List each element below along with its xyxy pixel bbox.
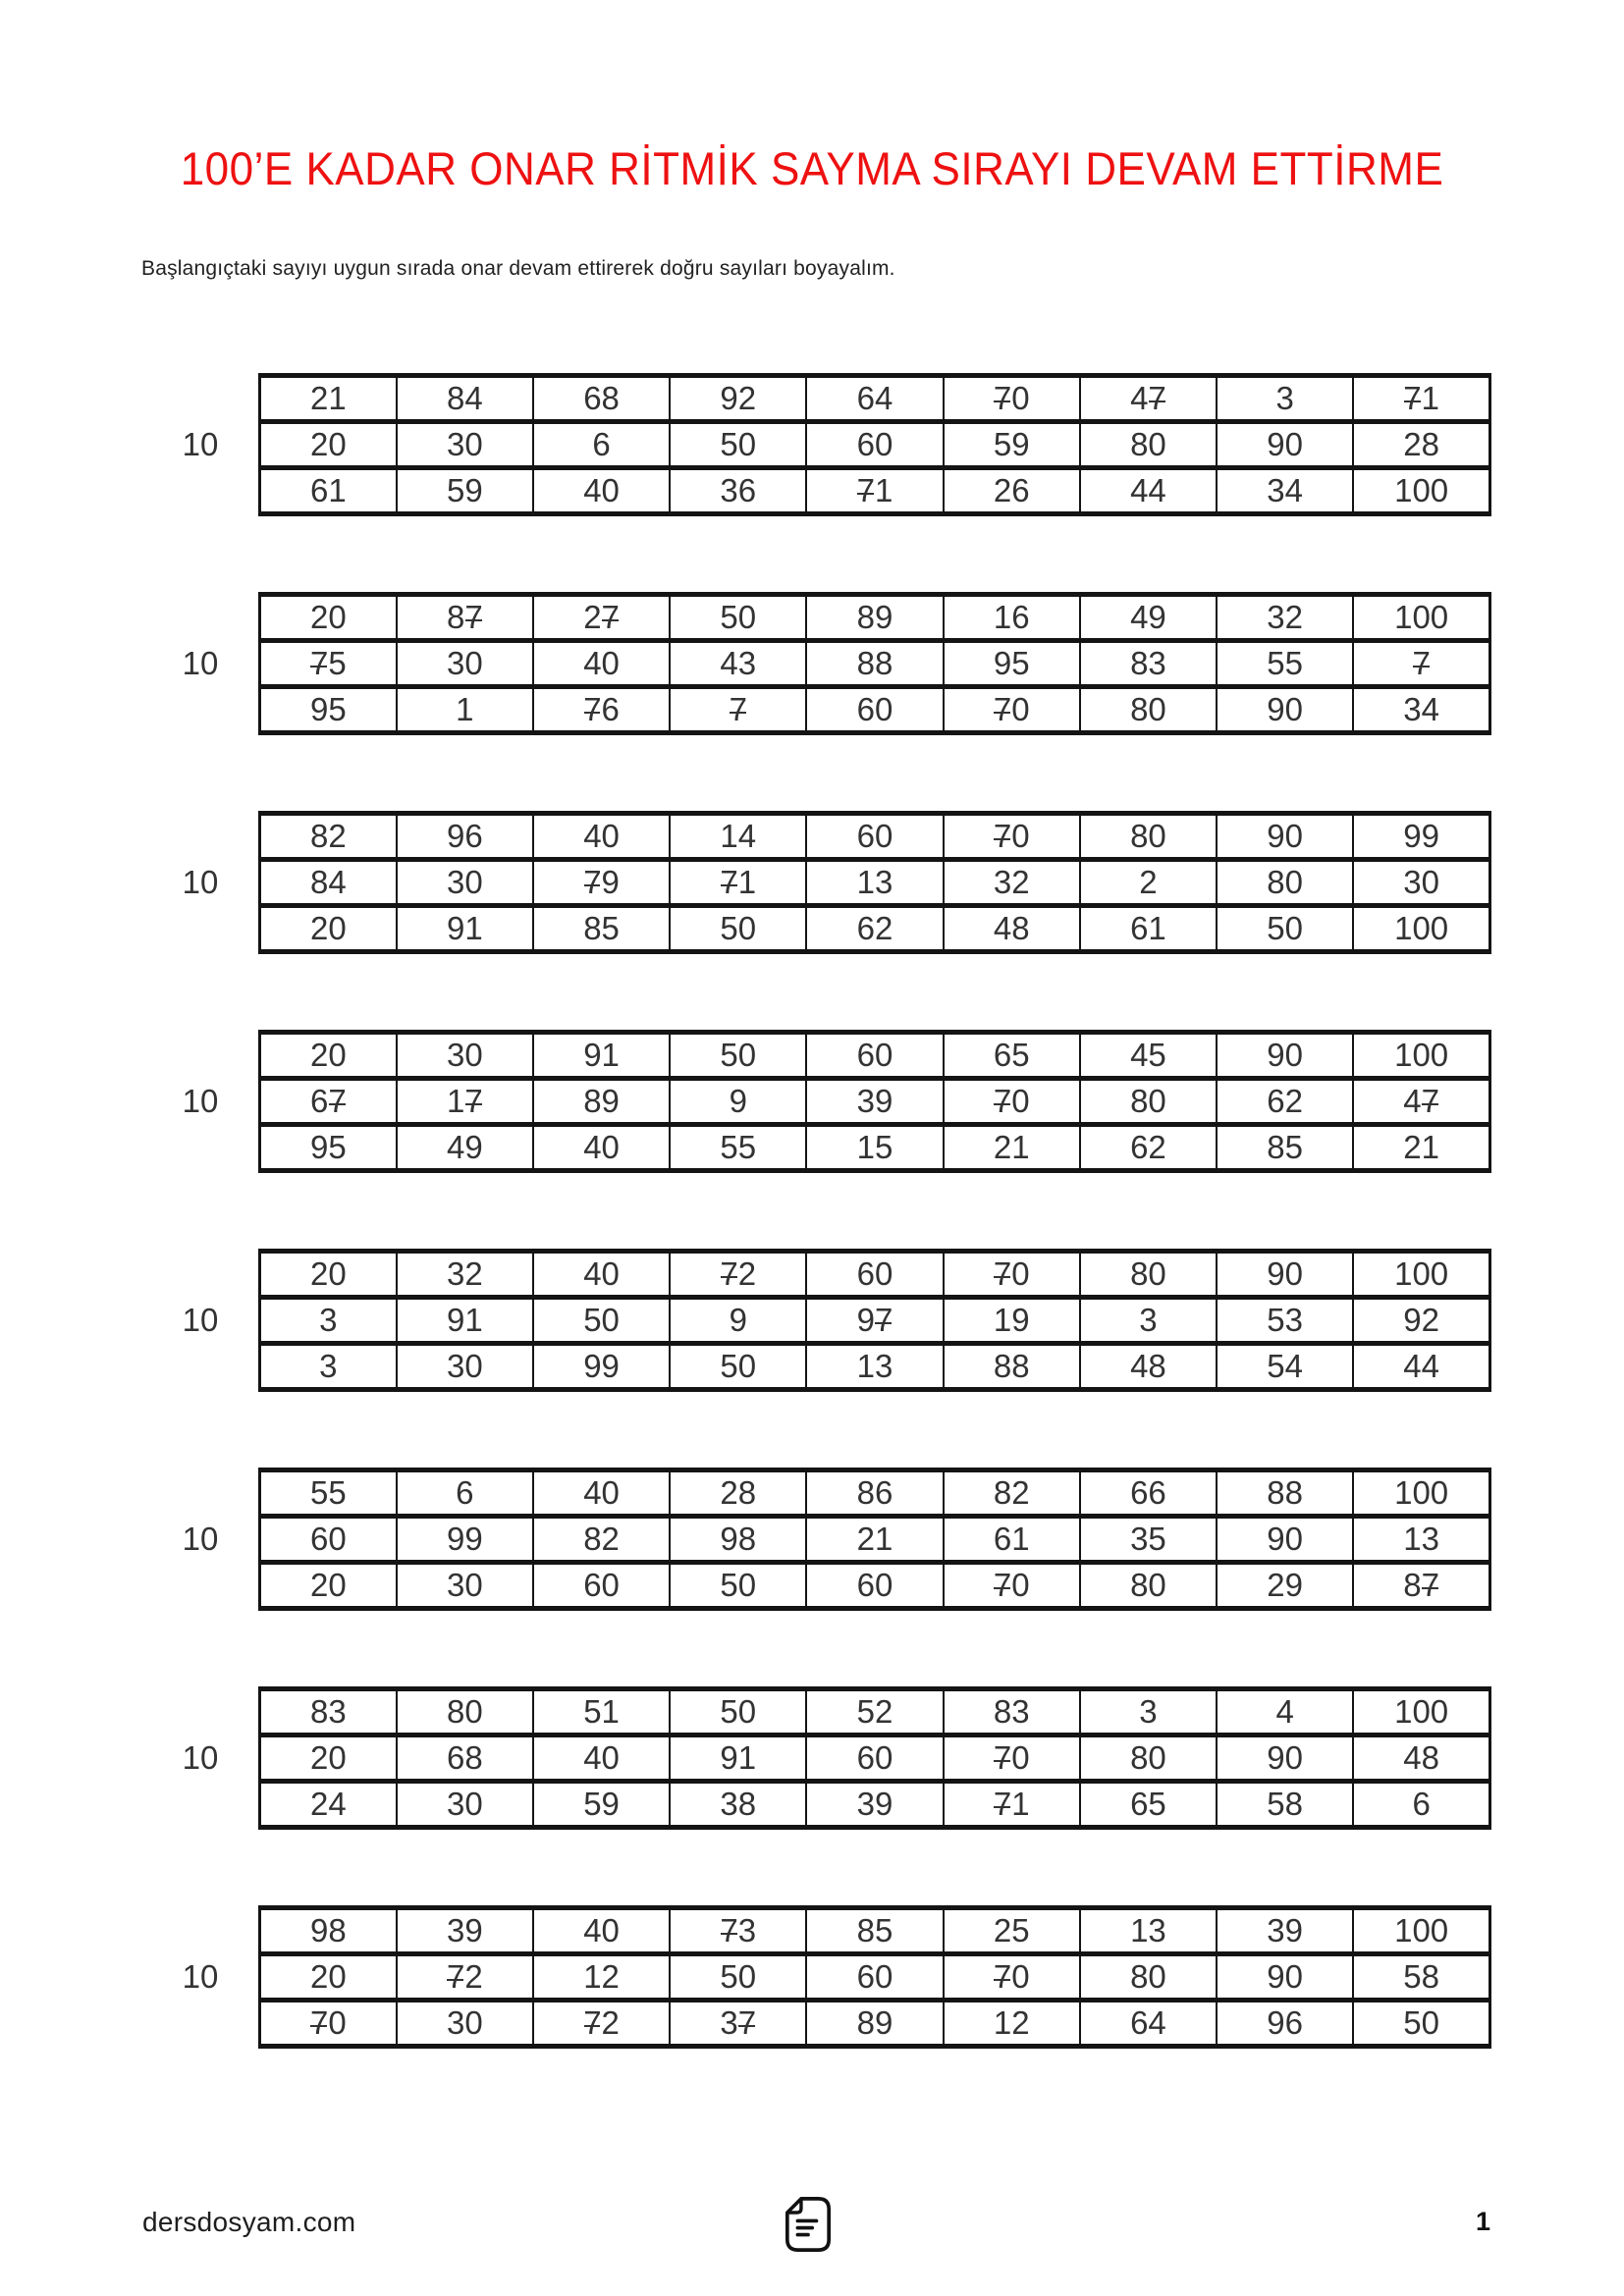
- number-cell: 30: [397, 1344, 533, 1390]
- number-cell: 6: [533, 422, 670, 468]
- number-cell: 36: [670, 468, 806, 514]
- table-row: [260, 906, 1490, 952]
- number-grid: [258, 1686, 1491, 1830]
- number-cell: 30: [397, 1563, 533, 1609]
- number-cell: 12: [533, 1954, 670, 2001]
- number-cell: 32: [1217, 595, 1353, 641]
- table-row: [260, 1298, 1490, 1344]
- number-cell: 39: [1217, 1908, 1353, 1954]
- number-cell: 90: [1217, 1735, 1353, 1782]
- number-cell: 66: [1080, 1470, 1217, 1517]
- number-cell: 54: [1217, 1344, 1353, 1390]
- number-cell: 20: [260, 906, 397, 952]
- number-cell: 70: [944, 1252, 1080, 1298]
- number-cell: 91: [533, 1033, 670, 1079]
- number-cell: 88: [944, 1344, 1080, 1390]
- number-cell: 72: [397, 1954, 533, 2001]
- number-cell: 35: [1080, 1517, 1217, 1563]
- number-cell: 3: [260, 1344, 397, 1390]
- number-cell: 15: [806, 1125, 943, 1171]
- number-cell: 59: [533, 1782, 670, 1828]
- table-row: [260, 1252, 1490, 1298]
- table-row: [260, 595, 1490, 641]
- number-cell: 6: [397, 1470, 533, 1517]
- table-row: [260, 422, 1490, 468]
- number-cell: 30: [397, 422, 533, 468]
- number-cell: 89: [533, 1079, 670, 1125]
- table-row: [260, 1689, 1490, 1735]
- number-cell: 92: [670, 376, 806, 422]
- number-grid: [258, 1249, 1491, 1392]
- start-number-label: 10: [182, 1302, 219, 1338]
- number-cell: 80: [397, 1689, 533, 1735]
- number-cell: 83: [944, 1689, 1080, 1735]
- number-cell: 70: [944, 814, 1080, 860]
- number-cell: 13: [806, 860, 943, 906]
- table-row: [260, 687, 1490, 733]
- number-cell: 38: [670, 1782, 806, 1828]
- number-cell: 60: [806, 1735, 943, 1782]
- number-cell: 29: [1217, 1563, 1353, 1609]
- start-number-label: 10: [182, 1083, 219, 1119]
- number-table-block: [142, 1030, 1491, 1173]
- number-cell: 24: [260, 1782, 397, 1828]
- number-cell: 30: [397, 2001, 533, 2047]
- number-grid: [258, 1030, 1491, 1173]
- number-cell: 62: [1080, 1125, 1217, 1171]
- number-cell: 60: [806, 814, 943, 860]
- table-row: [260, 1563, 1490, 1609]
- number-cell: 70: [944, 1563, 1080, 1609]
- start-number-label: 10: [182, 1958, 219, 1995]
- instruction-text: Başlangıçtaki sayıyı uygun sırada onar devam ettirerek doğru sayıları boyayalım.: [141, 257, 895, 280]
- number-cell: 7: [1353, 641, 1489, 687]
- number-cell: 80: [1080, 1735, 1217, 1782]
- number-grid: [258, 592, 1491, 735]
- number-cell: 71: [1353, 376, 1489, 422]
- number-cell: 20: [260, 595, 397, 641]
- number-cell: 21: [944, 1125, 1080, 1171]
- number-cell: 59: [397, 468, 533, 514]
- number-cell: 62: [1217, 1079, 1353, 1125]
- number-cell: 100: [1353, 1908, 1489, 1954]
- table-row: [260, 376, 1490, 422]
- number-cell: 20: [260, 1563, 397, 1609]
- number-cell: 88: [1217, 1470, 1353, 1517]
- number-cell: 3: [1080, 1298, 1217, 1344]
- table-row: [260, 1782, 1490, 1828]
- number-cell: 6: [1353, 1782, 1489, 1828]
- number-cell: 80: [1080, 1954, 1217, 2001]
- number-cell: 45: [1080, 1033, 1217, 1079]
- number-cell: 80: [1080, 1563, 1217, 1609]
- number-cell: 92: [1353, 1298, 1489, 1344]
- number-cell: 61: [944, 1517, 1080, 1563]
- number-cell: 30: [397, 1033, 533, 1079]
- number-cell: 71: [944, 1782, 1080, 1828]
- table-row: [260, 1735, 1490, 1782]
- number-cell: 60: [806, 687, 943, 733]
- table-row: [260, 2001, 1490, 2047]
- number-cell: 39: [806, 1079, 943, 1125]
- number-cell: 100: [1353, 468, 1489, 514]
- document-icon: [785, 2196, 832, 2258]
- number-cell: 83: [1080, 641, 1217, 687]
- number-cell: 95: [260, 1125, 397, 1171]
- number-cell: 91: [670, 1735, 806, 1782]
- number-cell: 59: [944, 422, 1080, 468]
- number-cell: 89: [806, 595, 943, 641]
- number-cell: 70: [944, 1079, 1080, 1125]
- number-cell: 85: [1217, 1125, 1353, 1171]
- number-cell: 40: [533, 1908, 670, 1954]
- number-cell: 30: [397, 860, 533, 906]
- number-cell: 99: [1353, 814, 1489, 860]
- number-cell: 73: [670, 1908, 806, 1954]
- number-cell: 91: [397, 1298, 533, 1344]
- number-cell: 50: [670, 1033, 806, 1079]
- start-number-label: 10: [182, 1521, 219, 1557]
- number-cell: 82: [533, 1517, 670, 1563]
- number-cell: 60: [806, 1252, 943, 1298]
- number-table-block: [142, 811, 1491, 954]
- number-grid: [258, 811, 1491, 954]
- number-cell: 70: [944, 687, 1080, 733]
- number-cell: 80: [1080, 814, 1217, 860]
- number-cell: 50: [533, 1298, 670, 1344]
- number-cell: 75: [260, 641, 397, 687]
- number-cell: 60: [806, 1954, 943, 2001]
- number-cell: 65: [944, 1033, 1080, 1079]
- number-cell: 100: [1353, 1470, 1489, 1517]
- start-number-label: 10: [182, 645, 219, 681]
- number-cell: 60: [533, 1563, 670, 1609]
- number-cell: 55: [260, 1470, 397, 1517]
- start-number-label: 10: [182, 426, 219, 462]
- number-cell: 40: [533, 1252, 670, 1298]
- number-cell: 80: [1080, 1079, 1217, 1125]
- number-cell: 50: [1217, 906, 1353, 952]
- number-cell: 50: [670, 1344, 806, 1390]
- number-cell: 51: [533, 1689, 670, 1735]
- number-cell: 20: [260, 1735, 397, 1782]
- number-cell: 43: [670, 641, 806, 687]
- number-cell: 30: [397, 1782, 533, 1828]
- number-grid: [258, 1905, 1491, 2049]
- number-cell: 13: [806, 1344, 943, 1390]
- number-table-block: [142, 373, 1491, 516]
- number-cell: 48: [1080, 1344, 1217, 1390]
- number-grid: [258, 1468, 1491, 1611]
- number-cell: 40: [533, 641, 670, 687]
- number-cell: 47: [1353, 1079, 1489, 1125]
- number-cell: 100: [1353, 1252, 1489, 1298]
- number-cell: 85: [806, 1908, 943, 1954]
- number-cell: 79: [533, 860, 670, 906]
- number-table-block: [142, 1686, 1491, 1830]
- number-cell: 90: [1217, 1252, 1353, 1298]
- number-cell: 32: [944, 860, 1080, 906]
- number-cell: 40: [533, 814, 670, 860]
- number-cell: 100: [1353, 1033, 1489, 1079]
- table-row: [260, 814, 1490, 860]
- number-cell: 50: [670, 1689, 806, 1735]
- table-row: [260, 468, 1490, 514]
- number-cell: 80: [1080, 687, 1217, 733]
- number-cell: 65: [1080, 1782, 1217, 1828]
- number-cell: 89: [806, 2001, 943, 2047]
- number-cell: 98: [260, 1908, 397, 1954]
- number-cell: 61: [260, 468, 397, 514]
- number-cell: 48: [1353, 1735, 1489, 1782]
- number-cell: 71: [670, 860, 806, 906]
- number-cell: 13: [1353, 1517, 1489, 1563]
- number-cell: 25: [944, 1908, 1080, 1954]
- number-cell: 13: [1080, 1908, 1217, 1954]
- number-cell: 30: [397, 641, 533, 687]
- number-cell: 71: [806, 468, 943, 514]
- number-cell: 83: [260, 1689, 397, 1735]
- number-cell: 88: [806, 641, 943, 687]
- table-row: [260, 1079, 1490, 1125]
- number-table-block: [142, 1249, 1491, 1392]
- number-cell: 44: [1080, 468, 1217, 514]
- table-row: [260, 1344, 1490, 1390]
- number-cell: 39: [397, 1908, 533, 1954]
- number-cell: 87: [397, 595, 533, 641]
- number-cell: 99: [397, 1517, 533, 1563]
- number-cell: 70: [944, 376, 1080, 422]
- number-cell: 19: [944, 1298, 1080, 1344]
- number-cell: 85: [533, 906, 670, 952]
- start-number-label: 10: [182, 1739, 219, 1776]
- number-cell: 4: [1217, 1689, 1353, 1735]
- number-cell: 90: [1217, 422, 1353, 468]
- number-cell: 20: [260, 1252, 397, 1298]
- number-cell: 30: [1353, 860, 1489, 906]
- number-cell: 34: [1353, 687, 1489, 733]
- number-cell: 58: [1353, 1954, 1489, 2001]
- number-cell: 1: [397, 687, 533, 733]
- table-row: [260, 641, 1490, 687]
- number-cell: 67: [260, 1079, 397, 1125]
- number-cell: 3: [1080, 1689, 1217, 1735]
- number-cell: 49: [397, 1125, 533, 1171]
- number-table-block: [142, 1905, 1491, 2049]
- number-cell: 53: [1217, 1298, 1353, 1344]
- number-cell: 84: [397, 376, 533, 422]
- number-cell: 28: [670, 1470, 806, 1517]
- number-table-block: [142, 592, 1491, 735]
- number-cell: 16: [944, 595, 1080, 641]
- number-cell: 84: [260, 860, 397, 906]
- page-number: 1: [1475, 2207, 1490, 2236]
- number-cell: 82: [260, 814, 397, 860]
- number-cell: 80: [1080, 422, 1217, 468]
- number-cell: 86: [806, 1470, 943, 1517]
- number-cell: 20: [260, 1954, 397, 2001]
- number-cell: 40: [533, 468, 670, 514]
- number-cell: 96: [397, 814, 533, 860]
- table-row: [260, 1125, 1490, 1171]
- number-grid: [258, 373, 1491, 516]
- table-row: [260, 860, 1490, 906]
- number-cell: 61: [1080, 906, 1217, 952]
- number-cell: 21: [806, 1517, 943, 1563]
- number-cell: 97: [806, 1298, 943, 1344]
- number-cell: 40: [533, 1735, 670, 1782]
- number-cell: 70: [944, 1954, 1080, 2001]
- number-cell: 95: [260, 687, 397, 733]
- number-cell: 90: [1217, 1517, 1353, 1563]
- number-cell: 28: [1353, 422, 1489, 468]
- number-cell: 32: [397, 1252, 533, 1298]
- number-cell: 80: [1217, 860, 1353, 906]
- number-cell: 39: [806, 1782, 943, 1828]
- number-cell: 70: [260, 2001, 397, 2047]
- number-cell: 50: [670, 1954, 806, 2001]
- number-cell: 58: [1217, 1782, 1353, 1828]
- number-cell: 100: [1353, 595, 1489, 641]
- table-row: [260, 1954, 1490, 2001]
- start-number-label: 10: [182, 864, 219, 900]
- number-cell: 21: [260, 376, 397, 422]
- number-cell: 48: [944, 906, 1080, 952]
- number-cell: 49: [1080, 595, 1217, 641]
- number-cell: 99: [533, 1344, 670, 1390]
- number-cell: 72: [533, 2001, 670, 2047]
- number-cell: 60: [806, 1563, 943, 1609]
- number-cell: 17: [397, 1079, 533, 1125]
- number-cell: 27: [533, 595, 670, 641]
- number-cell: 20: [260, 1033, 397, 1079]
- number-cell: 9: [670, 1298, 806, 1344]
- number-cell: 87: [1353, 1563, 1489, 1609]
- number-cell: 100: [1353, 906, 1489, 952]
- number-cell: 50: [670, 906, 806, 952]
- tables-container: [142, 373, 1491, 2124]
- number-cell: 40: [533, 1470, 670, 1517]
- table-row: [260, 1470, 1490, 1517]
- table-row: [260, 1517, 1490, 1563]
- number-cell: 3: [1217, 376, 1353, 422]
- number-cell: 50: [1353, 2001, 1489, 2047]
- number-cell: 3: [260, 1298, 397, 1344]
- number-table-block: [142, 1468, 1491, 1611]
- number-cell: 14: [670, 814, 806, 860]
- number-cell: 62: [806, 906, 943, 952]
- number-cell: 90: [1217, 687, 1353, 733]
- number-cell: 52: [806, 1689, 943, 1735]
- number-cell: 9: [670, 1079, 806, 1125]
- number-cell: 100: [1353, 1689, 1489, 1735]
- footer-website: dersdosyam.com: [142, 2207, 356, 2237]
- number-cell: 50: [670, 595, 806, 641]
- number-cell: 60: [260, 1517, 397, 1563]
- number-cell: 55: [1217, 641, 1353, 687]
- number-cell: 70: [944, 1735, 1080, 1782]
- number-cell: 95: [944, 641, 1080, 687]
- number-cell: 7: [670, 687, 806, 733]
- number-cell: 2: [1080, 860, 1217, 906]
- number-cell: 20: [260, 422, 397, 468]
- number-cell: 72: [670, 1252, 806, 1298]
- number-cell: 91: [397, 906, 533, 952]
- table-row: [260, 1033, 1490, 1079]
- number-cell: 68: [533, 376, 670, 422]
- number-cell: 47: [1080, 376, 1217, 422]
- number-cell: 26: [944, 468, 1080, 514]
- number-cell: 82: [944, 1470, 1080, 1517]
- number-cell: 64: [806, 376, 943, 422]
- number-cell: 12: [944, 2001, 1080, 2047]
- number-cell: 37: [670, 2001, 806, 2047]
- number-cell: 34: [1217, 468, 1353, 514]
- number-cell: 64: [1080, 2001, 1217, 2047]
- table-row: [260, 1908, 1490, 1954]
- number-cell: 96: [1217, 2001, 1353, 2047]
- number-cell: 90: [1217, 814, 1353, 860]
- number-cell: 76: [533, 687, 670, 733]
- number-cell: 40: [533, 1125, 670, 1171]
- number-cell: 80: [1080, 1252, 1217, 1298]
- number-cell: 68: [397, 1735, 533, 1782]
- number-cell: 60: [806, 422, 943, 468]
- number-cell: 55: [670, 1125, 806, 1171]
- number-cell: 21: [1353, 1125, 1489, 1171]
- number-cell: 98: [670, 1517, 806, 1563]
- page-title: 100’E KADAR ONAR RİTMİK SAYMA SIRAYI DEVAM ETTİRME: [180, 143, 1444, 195]
- number-cell: 90: [1217, 1954, 1353, 2001]
- number-cell: 44: [1353, 1344, 1489, 1390]
- number-cell: 50: [670, 422, 806, 468]
- number-cell: 50: [670, 1563, 806, 1609]
- number-cell: 90: [1217, 1033, 1353, 1079]
- number-cell: 60: [806, 1033, 943, 1079]
